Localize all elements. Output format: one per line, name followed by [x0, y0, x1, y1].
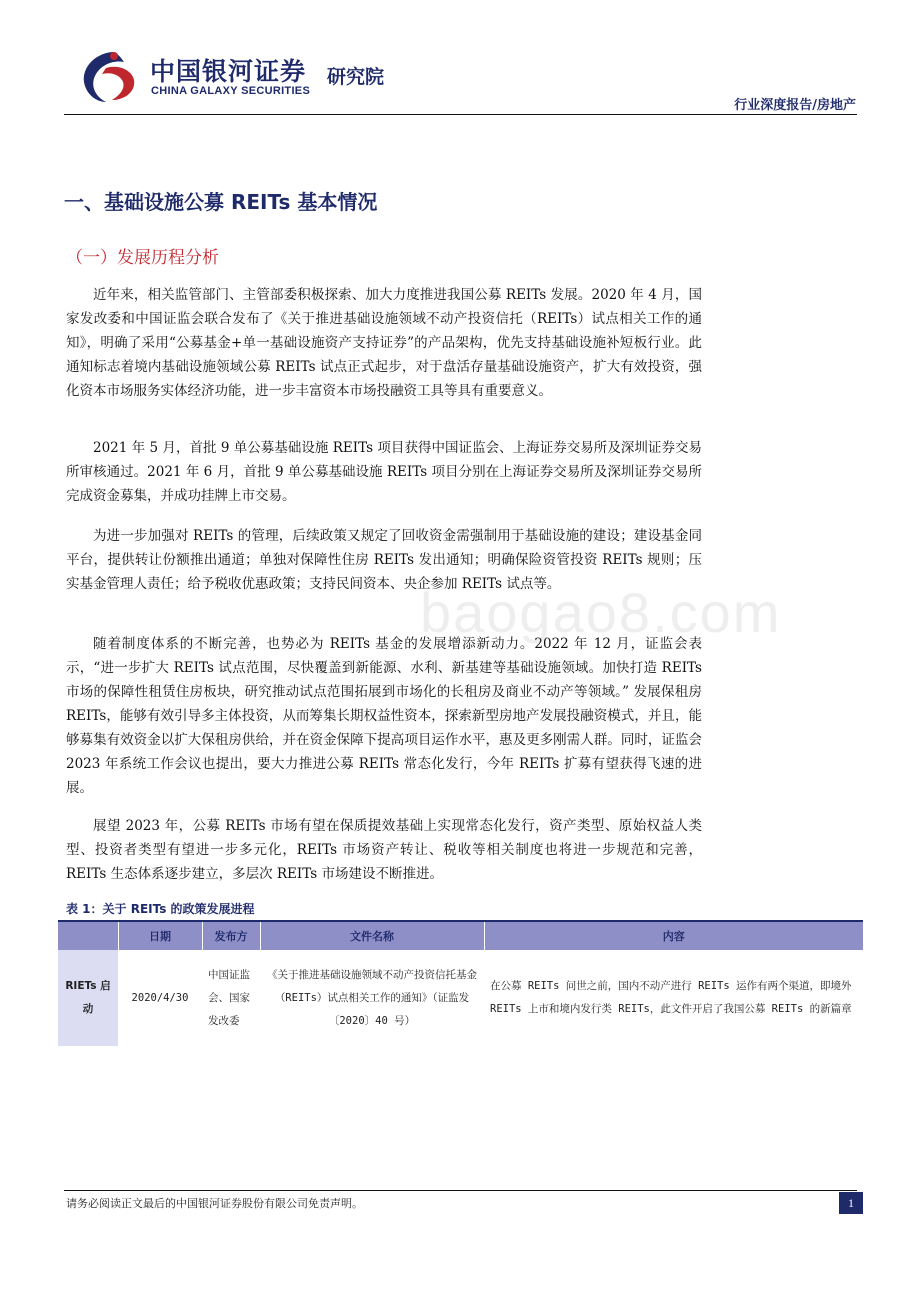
phase-cell: RIETs 启动: [58, 950, 118, 1046]
document-cell: 《关于推进基础设施领域不动产投资信托基金（REITs）试点相关工作的通知》（证监发〔2020〕40 号）: [267, 968, 477, 1027]
paragraph-text: 随着制度体系的不断完善，也势必为 REITs 基金的发展增添新动力。2022 年 12 月，证监会表示，“进一步扩大 REITs 试点范围，尽快覆盖到新能源、水利、新基建等基础设施领域。加快打造 REITs 市场的保障性租赁住房板块，研究推动试点范围拓展到市场化的长租房及商业不动产等领域。” 发展保租房 REITs，能够有效引导多主体投资，从而筹集长期权益性资本，探索新型房地产发展投融资模式，并且，能够募集有效资金以扩大保租房供给，并在资金保障下提高项目运作水平，惠及更多刚需人群。同时，证监会 2023 年系统工作会议也提出，要大力推进公募 REITs 常态化发行，今年 REITs 扩募有望获得飞速的进展。: [66, 636, 702, 796]
brand-name-cn: 中国银河证券: [150, 57, 307, 86]
paragraph-text: 展望 2023 年，公募 REITs 市场有望在保质提效基础上实现常态化发行，资产类型、原始权益人类型、投资者类型有望进一步多元化，REITs 市场资产转让、税收等相关制度也将进一步规范和完善，REITs 生态体系逐步建立，多层次 REITs 市场建设不断推进。: [66, 818, 702, 882]
issuer-cell: 中国证监会、国家发改委: [208, 968, 250, 1027]
table-header-row: [58, 921, 863, 950]
paragraph-text: 为进一步加强对 REITs 的管理，后续政策又规定了回收资金需强制用于基础设施的建设；建设基金同平台，提供转让份额推出通道；单独对保障性住房 REITs 发出通知；明确保险资管投资 REITs 规则；压实基金管理人责任；给予税收优惠政策；支持民间资本、央企参加 REITs 试点等。: [66, 528, 702, 592]
table-row: [58, 950, 863, 1046]
report-header: [0, 0, 920, 118]
header-divider: [64, 114, 857, 115]
paragraph-text: 2021 年 5 月，首批 9 单公募基础设施 REITs 项目获得中国证监会、上海证券交易所及深圳证券交易所审核通过。2021 年 6 月，首批 9 单公募基础设施 REITs 项目分别在上海证券交易所及深圳证券交易所完成资金募集，并成功挂牌上市交易。: [66, 440, 702, 504]
footer-disclaimer: 请务必阅读正文最后的中国银河证券股份有限公司免责声明。: [66, 1197, 363, 1210]
policy-table: [58, 920, 863, 1046]
content-cell: 在公募 REITs 问世之前，国内不动产进行 REITs 运作有两个渠道，即境外 REITs 上市和境内发行类 REITs，此文件开启了我国公募 REITs 的新篇章: [490, 980, 852, 1015]
body-paragraph: [66, 283, 702, 403]
table-caption: 表 1：关于 REITs 的政策发展进程: [66, 902, 255, 916]
column-header-date: 日期: [118, 921, 202, 950]
column-header: [58, 921, 118, 950]
page-number: 1: [839, 1192, 863, 1214]
date-cell: 2020/4/30: [131, 991, 189, 1004]
watermark: baogao8.com: [420, 581, 782, 644]
column-header-content: 内容: [484, 921, 863, 950]
footer-divider: [64, 1190, 857, 1191]
brand-institute: 研究院: [327, 66, 385, 88]
column-header-document: 文件名称: [260, 921, 484, 950]
body-paragraph: [66, 814, 702, 886]
body-paragraph: [66, 632, 702, 800]
column-header-issuer: 发布方: [202, 921, 260, 950]
report-type: 行业深度报告/房地产: [734, 98, 856, 113]
galaxy-logo-icon: [78, 48, 140, 104]
brand-name-en: CHINA GALAXY SECURITIES: [151, 85, 311, 97]
sub-title: （一）发展历程分析: [66, 248, 219, 268]
body-paragraph: [66, 436, 702, 508]
paragraph-text: 近年来，相关监管部门、主管部委积极探索、加大力度推进我国公募 REITs 发展。2020 年 4 月，国家发改委和中国证监会联合发布了《关于推进基础设施领域不动产投资信托（REITs）试点相关工作的通知》，明确了采用“公募基金+单一基础设施资产支持证券”的产品架构，优先支持基础设施补短板行业。此通知标志着境内基础设施领域公募 REITs 试点正式起步，对于盘活存量基础设施资产，扩大有效投资，强化资本市场服务实体经济功能，进一步丰富资本市场投融资工具等具有重要意义。: [66, 287, 702, 399]
section-title: 一、基础设施公募 REITs 基本情况: [64, 190, 378, 214]
